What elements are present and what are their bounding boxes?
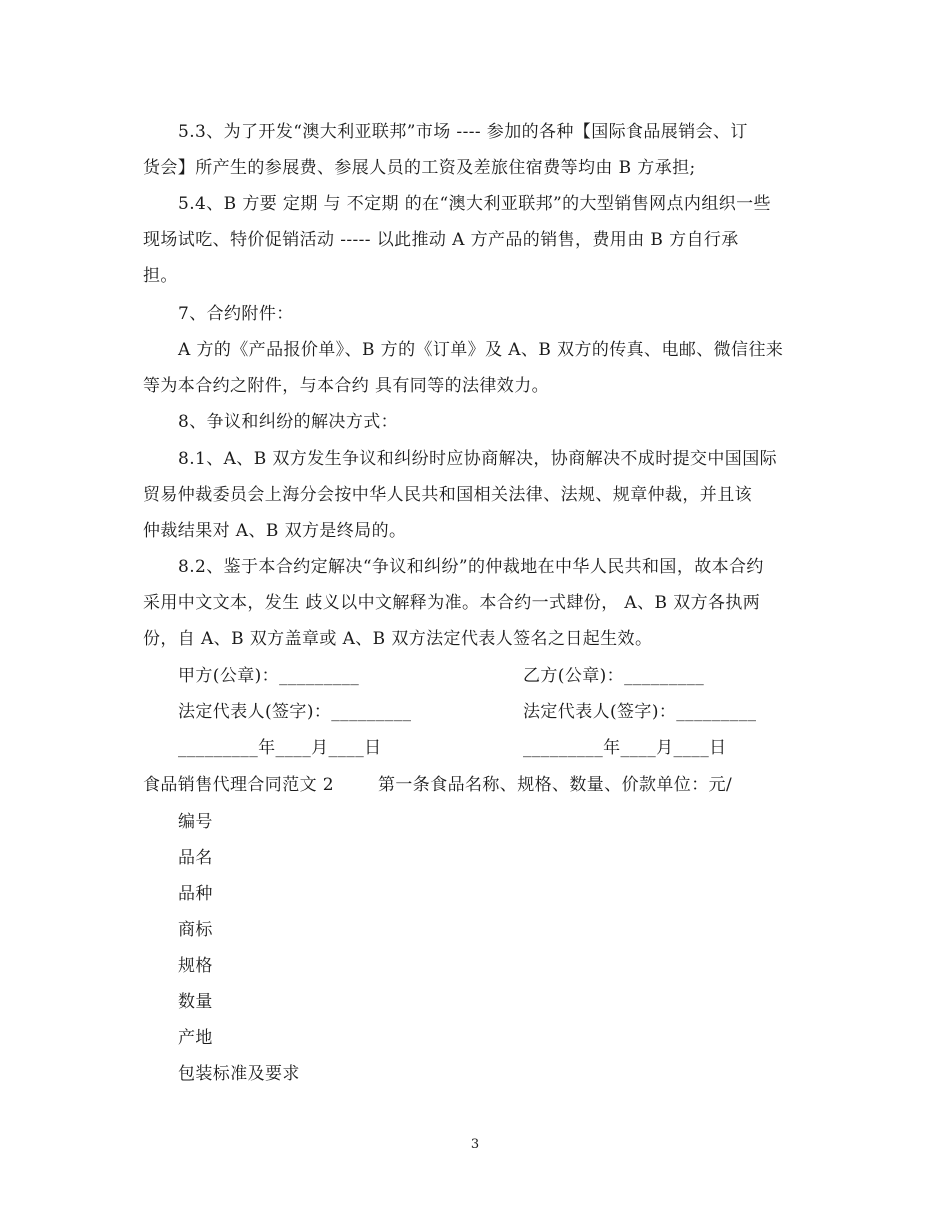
clause-8-1-line-1: 8.1、A、B 双方发生争议和纠纷时应协商解决，协商解决不成时提交中国国际 [178, 449, 778, 469]
field-label-number: 编号 [178, 812, 213, 832]
article-1-heading: 第一条食品名称、规格、数量、价款单位：元/ [378, 775, 733, 795]
clause-5-4-line-1: 5.4、B 方要 定期 与 不定期 的在“澳大利亚联邦”的大型销售网点内组织一些 [178, 194, 771, 214]
party-b-seal: 乙方(公章)：_________ [523, 666, 705, 686]
clause-5-3-line-1: 5.3、为了开发“澳大利亚联邦”市场 ---- 参加的各种【国际食品展销会、订 [178, 122, 748, 142]
clause-5-3-line-2: 货会】所产生的参展费、参展人员的工资及差旅住宿费等均由 B 方承担; [143, 158, 696, 178]
party-b-representative: 法定代表人(签字)：_________ [523, 702, 757, 722]
page-number: 3 [470, 1137, 480, 1152]
party-a-seal: 甲方(公章)：_________ [178, 666, 360, 686]
field-label-product-name: 品名 [178, 848, 213, 868]
clause-8-1-line-3: 仲裁结果对 A、B 双方是终局的。 [143, 521, 407, 541]
clause-5-4-line-3: 担。 [143, 266, 178, 286]
party-a-representative: 法定代表人(签字)：_________ [178, 702, 412, 722]
field-label-origin: 产地 [178, 1028, 213, 1048]
clause-7-line-2: 等为本合约之附件，与本合约 具有同等的法律效力。 [143, 376, 550, 396]
clause-5-4-line-2: 现场试吃、特价促销活动 ----- 以此推动 A 方产品的销售，费用由 B 方自行承 [143, 230, 739, 250]
section-8-heading: 8、争议和纠纷的解决方式： [178, 412, 399, 432]
field-label-trademark: 商标 [178, 920, 213, 940]
party-b-date: _________年____月____日 [523, 738, 727, 758]
sample-2-title: 食品销售代理合同范文 2 [143, 775, 335, 795]
clause-8-2-line-3: 份，自 A、B 双方盖章或 A、B 双方法定代表人签名之日起生效。 [143, 629, 653, 649]
clause-8-2-line-2: 采用中文文本，发生 歧义以中文解释为准。本合约一式肆份， A、B 双方各执两 [143, 593, 761, 613]
field-label-packaging: 包装标准及要求 [178, 1064, 300, 1084]
clause-8-2-line-1: 8.2、鉴于本合约定解决“争议和纠纷”的仲裁地在中华人民共和国，故本合约 [178, 557, 764, 577]
party-a-date: _________年____月____日 [178, 738, 382, 758]
field-label-quantity: 数量 [178, 992, 213, 1012]
field-label-specification: 规格 [178, 956, 213, 976]
clause-8-1-line-2: 贸易仲裁委员会上海分会按中华人民共和国相关法律、法规、规章仲裁，并且该 [143, 485, 752, 505]
section-7-heading: 7、合约附件： [178, 304, 294, 324]
clause-7-line-1: A 方的《产品报价单》、B 方的《订单》及 A、B 双方的传真、电邮、微信往来 [178, 340, 784, 360]
field-label-variety: 品种 [178, 884, 213, 904]
